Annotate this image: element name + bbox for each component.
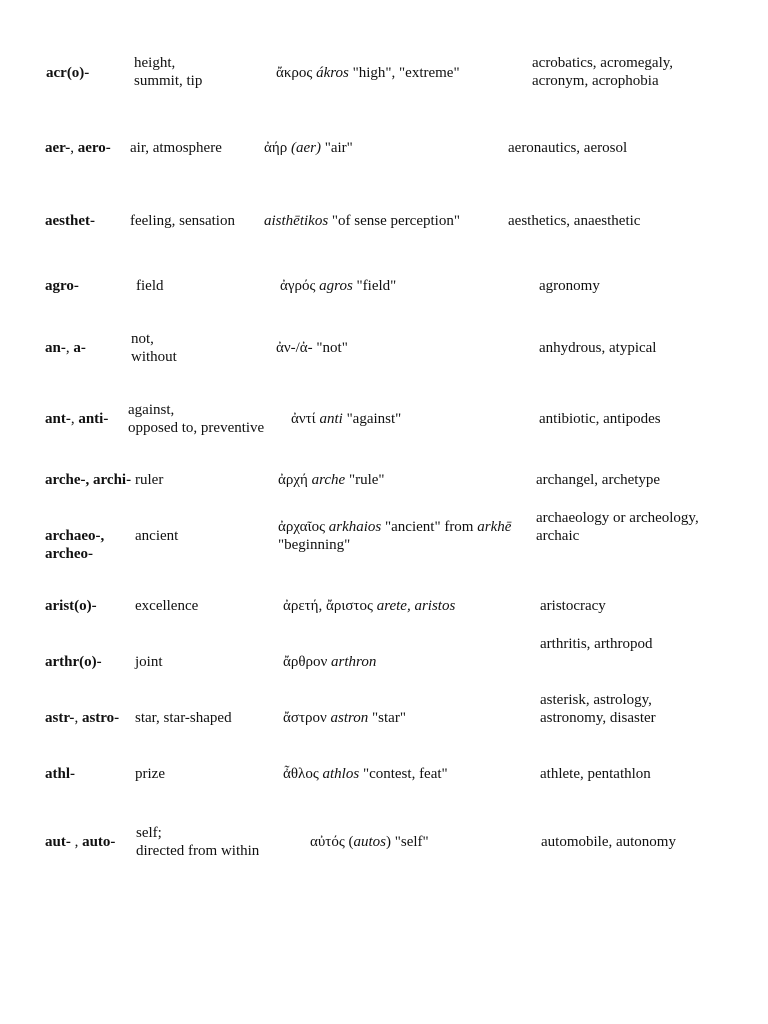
root-text: aesthet- (45, 213, 95, 229)
meaning-line: without (131, 349, 177, 365)
origin-italic-text: arkhē (477, 519, 512, 535)
examples-line: athlete, pentathlon (540, 766, 651, 782)
origin-cell (283, 765, 448, 783)
root-separator: , (70, 140, 78, 156)
root-cell (46, 64, 89, 82)
root-text: acr(o)- (46, 65, 90, 81)
origin-italic-text: arthron (331, 654, 377, 670)
root-text: auto- (82, 834, 116, 850)
examples-cell (540, 691, 656, 727)
meaning-line: ruler (135, 472, 164, 488)
origin-cell (276, 339, 348, 357)
root-text: astr- (45, 710, 75, 726)
origin-cell (264, 212, 460, 230)
origin-italic-text: aisthētikos (264, 213, 329, 229)
origin-italic-text: arete, aristos (376, 598, 456, 614)
origin-text: ἀήρ (264, 140, 291, 156)
root-text: aero- (77, 140, 111, 156)
examples-cell (532, 54, 673, 90)
origin-cell (291, 410, 401, 428)
examples-cell (508, 212, 640, 230)
root-cell (45, 597, 97, 615)
root-separator: , (74, 710, 82, 726)
meaning-cell (135, 471, 163, 489)
examples-line: automobile, autonomy (541, 834, 676, 850)
root-text: arche-, archi- (45, 472, 132, 488)
origin-text: ) "self" (386, 834, 429, 850)
root-separator: , (70, 411, 79, 427)
meaning-line: height, (134, 55, 176, 71)
origin-text: ἀγρός (280, 278, 320, 294)
examples-cell (536, 471, 660, 489)
origin-italic-text: astron (330, 710, 369, 726)
origin-italic-text: athlos (322, 766, 360, 782)
origin-text: ἆθλος (283, 766, 323, 782)
root-text: ant- (45, 411, 71, 427)
root-cell (45, 653, 102, 671)
origin-text: ἀρετή, ἄριστος (283, 598, 377, 614)
meaning-cell (128, 401, 264, 437)
examples-line: anhydrous, atypical (539, 340, 657, 356)
origin-text: ἀντί (291, 411, 320, 427)
origin-text: "beginning" (278, 537, 351, 553)
root-cell (45, 339, 86, 357)
examples-cell (539, 277, 600, 295)
meaning-line: prize (135, 766, 165, 782)
meaning-cell (134, 54, 202, 90)
examples-line: asterisk, astrology, (540, 692, 652, 708)
meaning-cell (130, 139, 222, 157)
root-text: athl- (45, 766, 75, 782)
meaning-cell (135, 765, 165, 783)
meaning-cell (135, 597, 198, 615)
meaning-line: joint (135, 654, 163, 670)
root-text: aer- (45, 140, 71, 156)
examples-line: antibiotic, antipodes (539, 411, 661, 427)
root-text: agro- (45, 278, 79, 294)
examples-cell (540, 597, 606, 615)
origin-cell (276, 64, 460, 82)
origin-italic-text: ákros (316, 65, 349, 81)
meaning-cell (131, 330, 177, 366)
examples-line: agronomy (539, 278, 600, 294)
examples-cell (539, 410, 661, 428)
origin-cell (278, 518, 511, 554)
meaning-cell (136, 277, 164, 295)
meaning-line: self; (136, 825, 162, 841)
root-text: a- (73, 340, 86, 356)
root-cell (45, 471, 131, 489)
root-text: archaeo-, (45, 528, 105, 544)
examples-line: aesthetics, anaesthetic (508, 213, 641, 229)
meaning-line: field (136, 278, 164, 294)
meaning-line: against, (128, 402, 175, 418)
examples-line: acrobatics, acromegaly, (532, 55, 674, 71)
root-text: an- (45, 340, 66, 356)
origin-text: "ancient" from (381, 519, 478, 535)
root-text: anti- (78, 411, 109, 427)
root-text: archeo- (45, 546, 94, 562)
meaning-cell (130, 212, 235, 230)
meaning-line: feeling, sensation (130, 213, 235, 229)
origin-cell (283, 709, 406, 727)
root-cell (45, 139, 111, 157)
root-cell (45, 212, 95, 230)
root-text: astro- (81, 710, 120, 726)
origin-text: αὐτός ( (310, 834, 354, 850)
origin-cell (280, 277, 396, 295)
examples-cell (541, 833, 676, 851)
meaning-cell (135, 653, 163, 671)
root-separator: , (70, 834, 83, 850)
examples-cell (536, 509, 699, 545)
origin-cell (278, 471, 385, 489)
origin-text: ἄρθρον (283, 654, 332, 670)
examples-line: archangel, archetype (536, 472, 661, 488)
origin-italic-text: agros (319, 278, 353, 294)
examples-line: acronym, acrophobia (532, 73, 659, 89)
meaning-line: star, star-shaped (135, 710, 232, 726)
origin-text: "star" (368, 710, 406, 726)
examples-cell (508, 139, 627, 157)
examples-line: astronomy, disaster (540, 710, 656, 726)
origin-text: ἄκρος (276, 65, 317, 81)
examples-line: aeronautics, aerosol (508, 140, 628, 156)
origin-italic-text: autos (353, 834, 387, 850)
origin-text: "against" (342, 411, 402, 427)
root-text: aut- (45, 834, 71, 850)
examples-cell (540, 765, 651, 783)
origin-text: ἀν-/ἀ- "not" (276, 340, 348, 356)
examples-line: archaeology or archeology, (536, 510, 699, 526)
root-text: arist(o)- (45, 598, 97, 614)
origin-text: ἀρχαῖος (278, 519, 329, 535)
origin-italic-text: (aer) (290, 140, 321, 156)
root-cell (45, 765, 75, 783)
origin-cell (310, 833, 429, 851)
meaning-cell (135, 709, 232, 727)
examples-line: aristocracy (540, 598, 606, 614)
root-text: arthr(o)- (45, 654, 102, 670)
root-cell (45, 410, 108, 428)
origin-italic-text: arche (311, 472, 346, 488)
examples-line: arthritis, arthropod (540, 636, 653, 652)
origin-text: "field" (352, 278, 397, 294)
examples-cell (539, 339, 656, 357)
root-cell (45, 527, 104, 563)
origin-text: "of sense perception" (328, 213, 460, 229)
meaning-line: ancient (135, 528, 179, 544)
meaning-line: air, atmosphere (130, 140, 222, 156)
meaning-line: excellence (135, 598, 199, 614)
origin-text: ἀρχή (278, 472, 312, 488)
root-cell (45, 277, 79, 295)
origin-text: "high", "extreme" (348, 65, 460, 81)
meaning-line: not, (131, 331, 154, 347)
origin-text: ἄστρον (283, 710, 331, 726)
meaning-line: summit, tip (134, 73, 203, 89)
examples-cell (540, 635, 652, 653)
origin-text: "air" (320, 140, 353, 156)
origin-italic-text: anti (319, 411, 343, 427)
origin-italic-text: arkhaios (328, 519, 382, 535)
examples-line: archaic (536, 528, 580, 544)
meaning-cell (136, 824, 259, 860)
meaning-line: opposed to, preventive (128, 420, 265, 436)
meaning-line: directed from within (136, 843, 260, 859)
root-separator: , (65, 340, 74, 356)
origin-text: "rule" (345, 472, 385, 488)
origin-text: "contest, feat" (359, 766, 448, 782)
root-cell (45, 709, 119, 727)
root-cell (45, 833, 115, 851)
origin-cell (283, 653, 376, 671)
origin-cell (264, 139, 353, 157)
origin-cell (283, 597, 455, 615)
meaning-cell (135, 527, 178, 545)
